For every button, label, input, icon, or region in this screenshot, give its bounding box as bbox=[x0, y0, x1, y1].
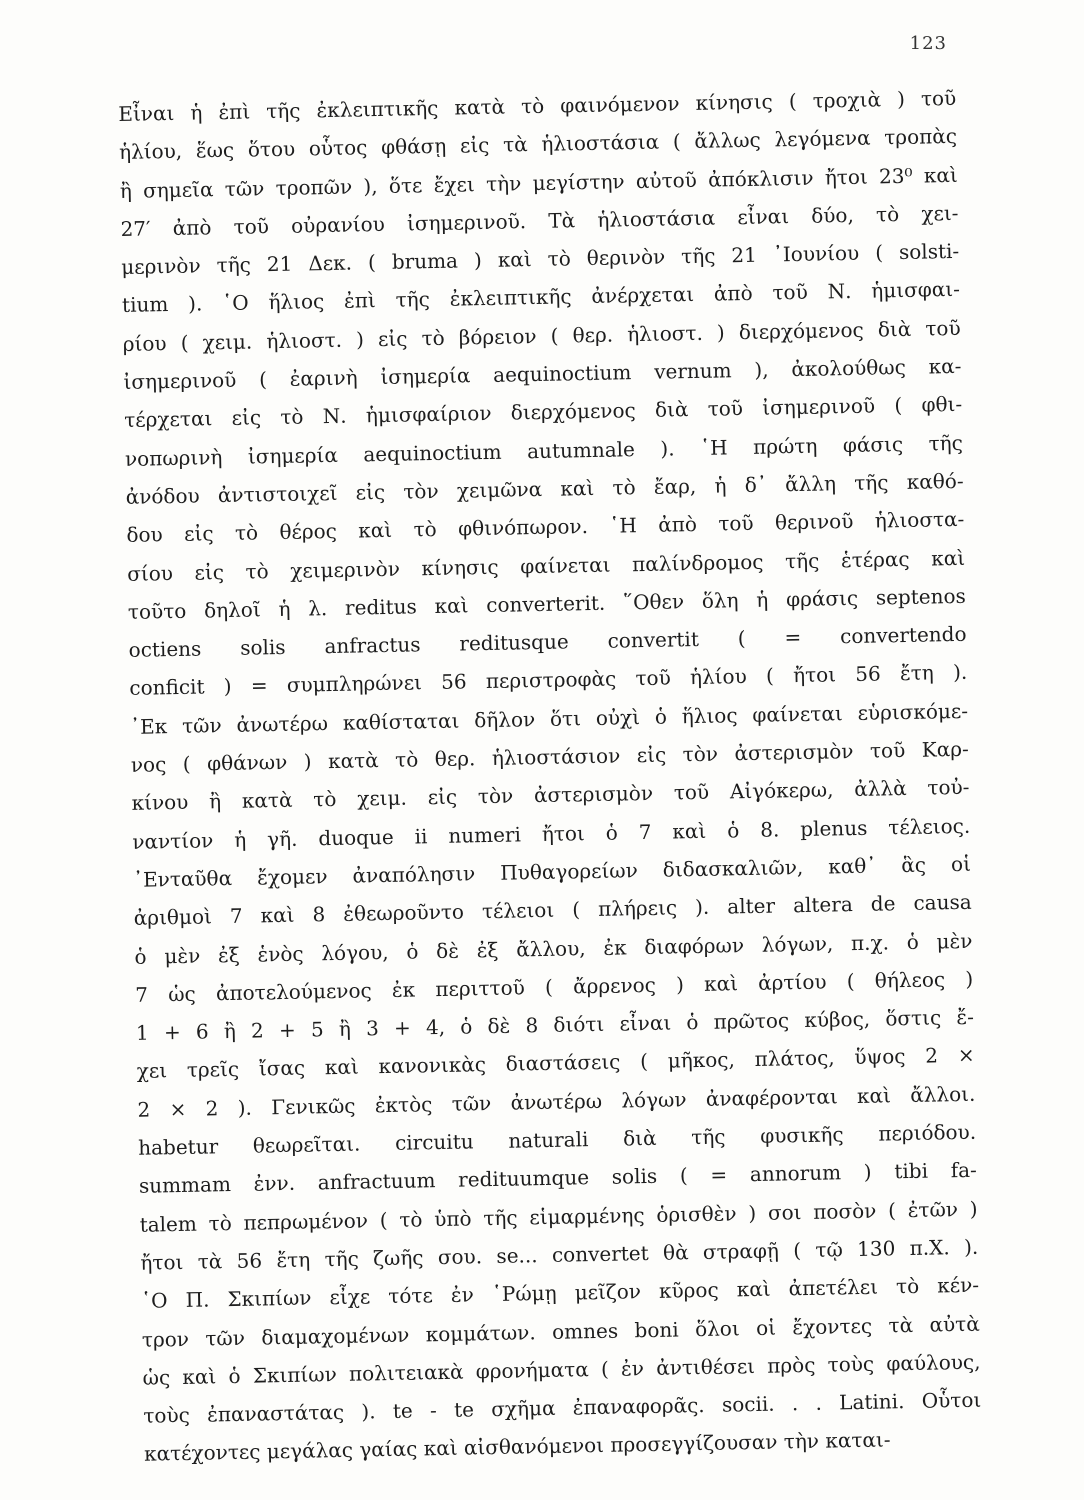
text-line: μερινὸν τῆς 21 Δεκ. ( bruma ) καὶ τὸ θερινὸν τῆς 21 ᾿Ιουνίου ( solsti- bbox=[121, 239, 960, 280]
text-line: talem τὸ πεπρωμένον ( τὸ ὑπὸ τῆς εἱμαρμένης ὁρισθὲν ) σοι ποσὸν ( ἐτῶν ) bbox=[139, 1196, 978, 1237]
text-line: κατέχοντες μεγάλας γαίας καὶ αἰσθανόμενοι προσεγγίζουσαν τὴν καται- bbox=[143, 1427, 891, 1467]
commentary-text bbox=[118, 79, 982, 1474]
text-line: ᾿Εκ τῶν ἀνωτέρω καθίσταται δῆλον ὅτι οὐχὶ ὁ ἥλιος φαίνεται εὑρισκόμε- bbox=[129, 698, 969, 739]
text-line: ῾Ο Π. Σκιπίων εἶχε τότε ἐν ῾Ρώμῃ μεῖζον κῦρος καὶ ἀπετέλει τὸ κέν- bbox=[140, 1272, 980, 1313]
text-line: σίου εἰς τὸ χειμερινὸν κίνησις φαίνεται παλίνδρομος τῆς ἑτέρας καὶ bbox=[126, 545, 966, 586]
text-line: 1 + 6 ἢ 2 + 5 ἢ 3 + 4, ὁ δὲ 8 διότι εἶναι ὁ πρῶτος κύβος, ὅστις ἔ- bbox=[135, 1004, 975, 1045]
text-line: ᾿Ενταῦθα ἔχομεν ἀναπόλησιν Πυθαγορείων διδασκαλιῶν, καθ᾿ ἃς οἱ bbox=[132, 851, 972, 892]
text-line: ναντίον ἡ γῆ. duoque ii numeri ἤτοι ὁ 7 καὶ ὁ 8. plenus τέλειος. bbox=[132, 813, 971, 854]
text-line: τέρχεται εἰς τὸ Ν. ἡμισφαίριον διερχόμενος διὰ τοῦ ἰσημερινοῦ ( φθι- bbox=[124, 392, 963, 433]
text-line: ἡλίου, ἕως ὅτου οὗτος φθάσῃ εἰς τὰ ἡλιοστάσια ( ἄλλως λεγόμενα τροπὰς bbox=[118, 124, 958, 165]
text-line: τοῦτο δηλοῖ ἡ λ. reditus καὶ converterit. ῞Οθεν ὅλη ἡ φράσις septenos bbox=[127, 583, 966, 624]
text-line: νοπωρινὴ ἰσημερία aequinoctium autumnale ). ῾Η πρώτη φάσις τῆς bbox=[124, 430, 964, 471]
text-line: 2 × 2 ). Γενικῶς ἐκτὸς τῶν ἀνωτέρω λόγων ἀναφέρονται καὶ ἄλλοι. bbox=[137, 1081, 976, 1122]
text-line: τοὺς ἐπαναστάτας ). te - te σχῆμα ἐπαναφορᾶς. socii. . . Latini. Οὗτοι bbox=[143, 1387, 982, 1428]
text-line: ἤτοι τὰ 56 ἔτη τῆς ζωῆς σου. se... convertet θὰ στραφῇ ( τῷ 130 π.Χ. ). bbox=[140, 1234, 979, 1275]
text-line: χει τρεῖς ἴσας καὶ κανονικὰς διαστάσεις ( μῆκος, πλάτος, ὕψος 2 × bbox=[136, 1043, 975, 1084]
text-line: νος ( φθάνων ) κατὰ τὸ θερ. ἡλιοστάσιον εἰς τὸν ἀστερισμὸν τοῦ Καρ- bbox=[130, 736, 969, 777]
text-line: 27′ ἀπὸ τοῦ οὐρανίου ἰσημερινοῦ. Τὰ ἡλιοστάσια εἶναι δύο, τὸ χει- bbox=[120, 200, 959, 241]
text-line: δου εἰς τὸ θέρος καὶ τὸ φθινόπωρον. ῾Η ἀπὸ τοῦ θερινοῦ ἡλιοστα- bbox=[126, 507, 965, 548]
text-line: ρίου ( χειμ. ἡλιοστ. ) εἰς τὸ βόρειον ( θερ. ἡλιοστ. ) διερχόμενος διὰ τοῦ bbox=[122, 315, 961, 356]
text-line: habetur θεωρεῖται. circuitu naturali διὰ τῆς φυσικῆς περιόδου. bbox=[137, 1119, 977, 1160]
text-line: 7 ὡς ἀποτελούμενος ἐκ περιττοῦ ( ἄρρενος ) καὶ ἀρτίου ( θήλεος ) bbox=[135, 966, 974, 1007]
text-line: ἰσημερινοῦ ( ἐαρινὴ ἰσημερία aequinoctium vernum ), ἀκολούθως κα- bbox=[123, 353, 962, 395]
text-line: ὡς καὶ ὁ Σκιπίων πολιτειακὰ φρονήματα ( ἐν ἀντιθέσει πρὸς τοὺς φαύλους, bbox=[142, 1349, 981, 1390]
page-number: 123 bbox=[909, 33, 947, 54]
text-line: conficit ) = συμπληρώνει 56 περιστροφὰς τοῦ ἡλίου ( ἤτοι 56 ἔτη ). bbox=[129, 660, 968, 701]
text-line: ἢ σημεῖα τῶν τροπῶν ), ὅτε ἔχει τὴν μεγίστην αὐτοῦ ἀπόκλισιν ἤτοι 23⁰ καὶ bbox=[119, 162, 958, 203]
text-line: summam ἐνν. anfractuum redituumque solis ( = annorum ) tibi fa- bbox=[138, 1158, 978, 1199]
text-line: tium ). ῾Ο ἥλιος ἐπὶ τῆς ἐκλειπτικῆς ἀνέρχεται ἀπὸ τοῦ Ν. ἡμισφαι- bbox=[121, 277, 961, 318]
text-line: ἀριθμοὶ 7 καὶ 8 ἐθεωροῦντο τέλειοι ( πλήρεις ). alter altera de causa bbox=[133, 889, 972, 931]
text-line: octiens solis anfractus reditusque convertit ( = convertendo bbox=[128, 621, 967, 663]
text-line: κίνου ἢ κατὰ τὸ χειμ. εἰς τὸν ἀστερισμὸν τοῦ Αἰγόκερω, ἀλλὰ τοὐ- bbox=[131, 775, 970, 816]
text-line: Εἶναι ἡ ἐπὶ τῆς ἐκλειπτικῆς κατὰ τὸ φαινόμενον κίνησις ( τροχιὰ ) τοῦ bbox=[118, 85, 957, 126]
text-line: ὁ μὲν ἐξ ἑνὸς λόγου, ὁ δὲ ἐξ ἄλλου, ἐκ διαφόρων λόγων, π.χ. ὁ μὲν bbox=[134, 928, 973, 969]
text-line: ἀνόδου ἀντιστοιχεῖ εἰς τὸν χειμῶνα καὶ τὸ ἔαρ, ἡ δ᾿ ἄλλη τῆς καθό- bbox=[125, 468, 964, 509]
text-line: τρον τῶν διαμαχομένων κομμάτων. omnes boni ὅλοι οἱ ἔχοντες τὰ αὐτὰ bbox=[141, 1311, 980, 1352]
